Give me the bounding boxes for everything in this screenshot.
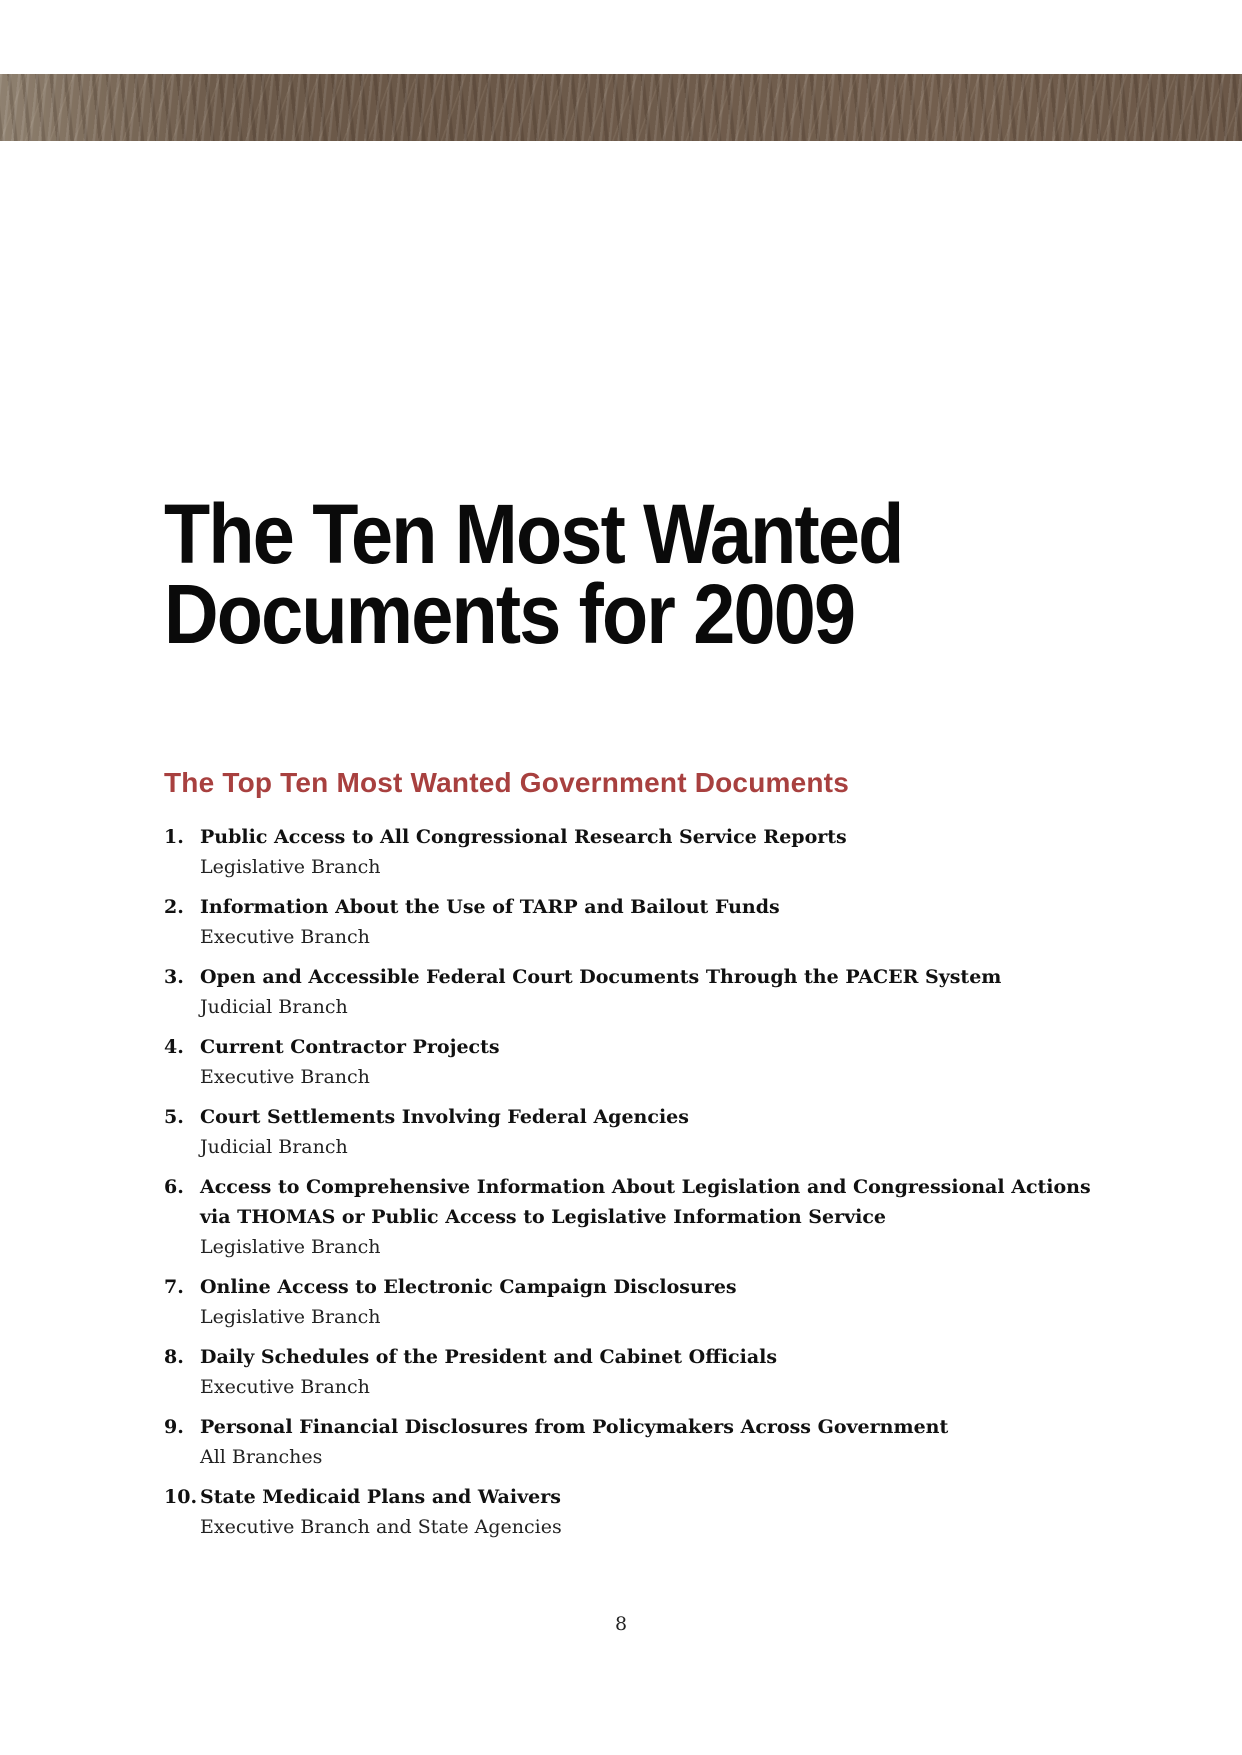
item-title: Open and Accessible Federal Court Documents Through the PACER System xyxy=(200,966,1002,988)
item-number: 3. xyxy=(164,966,184,988)
list-item xyxy=(164,1272,1124,1332)
list-item xyxy=(164,1172,1124,1262)
list-item xyxy=(164,822,1124,882)
page-title xyxy=(164,487,1064,661)
list-item xyxy=(164,892,1124,952)
item-number: 1. xyxy=(164,826,184,848)
item-branch: Legislative Branch xyxy=(200,856,381,878)
item-branch: Executive Branch and State Agencies xyxy=(200,1516,562,1538)
item-number: 6. xyxy=(164,1176,184,1198)
item-branch: Legislative Branch xyxy=(200,1236,381,1258)
most-wanted-list xyxy=(164,822,1124,1552)
item-title: Personal Financial Disclosures from Policymakers Across Government xyxy=(200,1416,949,1438)
item-number: 7. xyxy=(164,1276,184,1298)
item-branch: Executive Branch xyxy=(200,926,370,948)
item-title: Current Contractor Projects xyxy=(200,1036,500,1058)
list-item xyxy=(164,1342,1124,1402)
item-branch: Legislative Branch xyxy=(200,1306,381,1328)
item-title: State Medicaid Plans and Waivers xyxy=(200,1486,561,1508)
item-branch: Judicial Branch xyxy=(200,996,348,1018)
list-item xyxy=(164,1102,1124,1162)
page-number: 8 xyxy=(614,1613,628,1635)
list-item xyxy=(164,1482,1124,1542)
item-title: Court Settlements Involving Federal Agencies xyxy=(200,1106,689,1128)
item-title: Information About the Use of TARP and Bailout Funds xyxy=(200,896,780,918)
item-number: 2. xyxy=(164,896,184,918)
item-number: 4. xyxy=(164,1036,184,1058)
list-item xyxy=(164,1412,1124,1472)
header-banner-image xyxy=(0,74,1242,141)
list-item xyxy=(164,962,1124,1022)
list-item xyxy=(164,1032,1124,1092)
page-title-line-2: Documents for 2009 xyxy=(164,567,855,661)
item-title: Online Access to Electronic Campaign Disclosures xyxy=(200,1276,737,1298)
item-title: Access to Comprehensive Information About Legislation and Congressional Actions via THOMAS or Public Access to Legislative Information Service xyxy=(200,1176,1091,1228)
item-number: 9. xyxy=(164,1416,184,1438)
item-number: 8. xyxy=(164,1346,184,1368)
item-title: Daily Schedules of the President and Cabinet Officials xyxy=(200,1346,778,1368)
item-branch: Executive Branch xyxy=(200,1376,370,1398)
item-title: Public Access to All Congressional Research Service Reports xyxy=(200,826,847,848)
page-title-line-1: The Ten Most Wanted xyxy=(164,487,903,581)
item-number: 10. xyxy=(164,1486,198,1508)
section-heading: The Top Ten Most Wanted Government Documents xyxy=(164,767,849,798)
item-branch: Judicial Branch xyxy=(200,1136,348,1158)
item-branch: Executive Branch xyxy=(200,1066,370,1088)
item-branch: All Branches xyxy=(200,1446,323,1468)
item-number: 5. xyxy=(164,1106,184,1128)
